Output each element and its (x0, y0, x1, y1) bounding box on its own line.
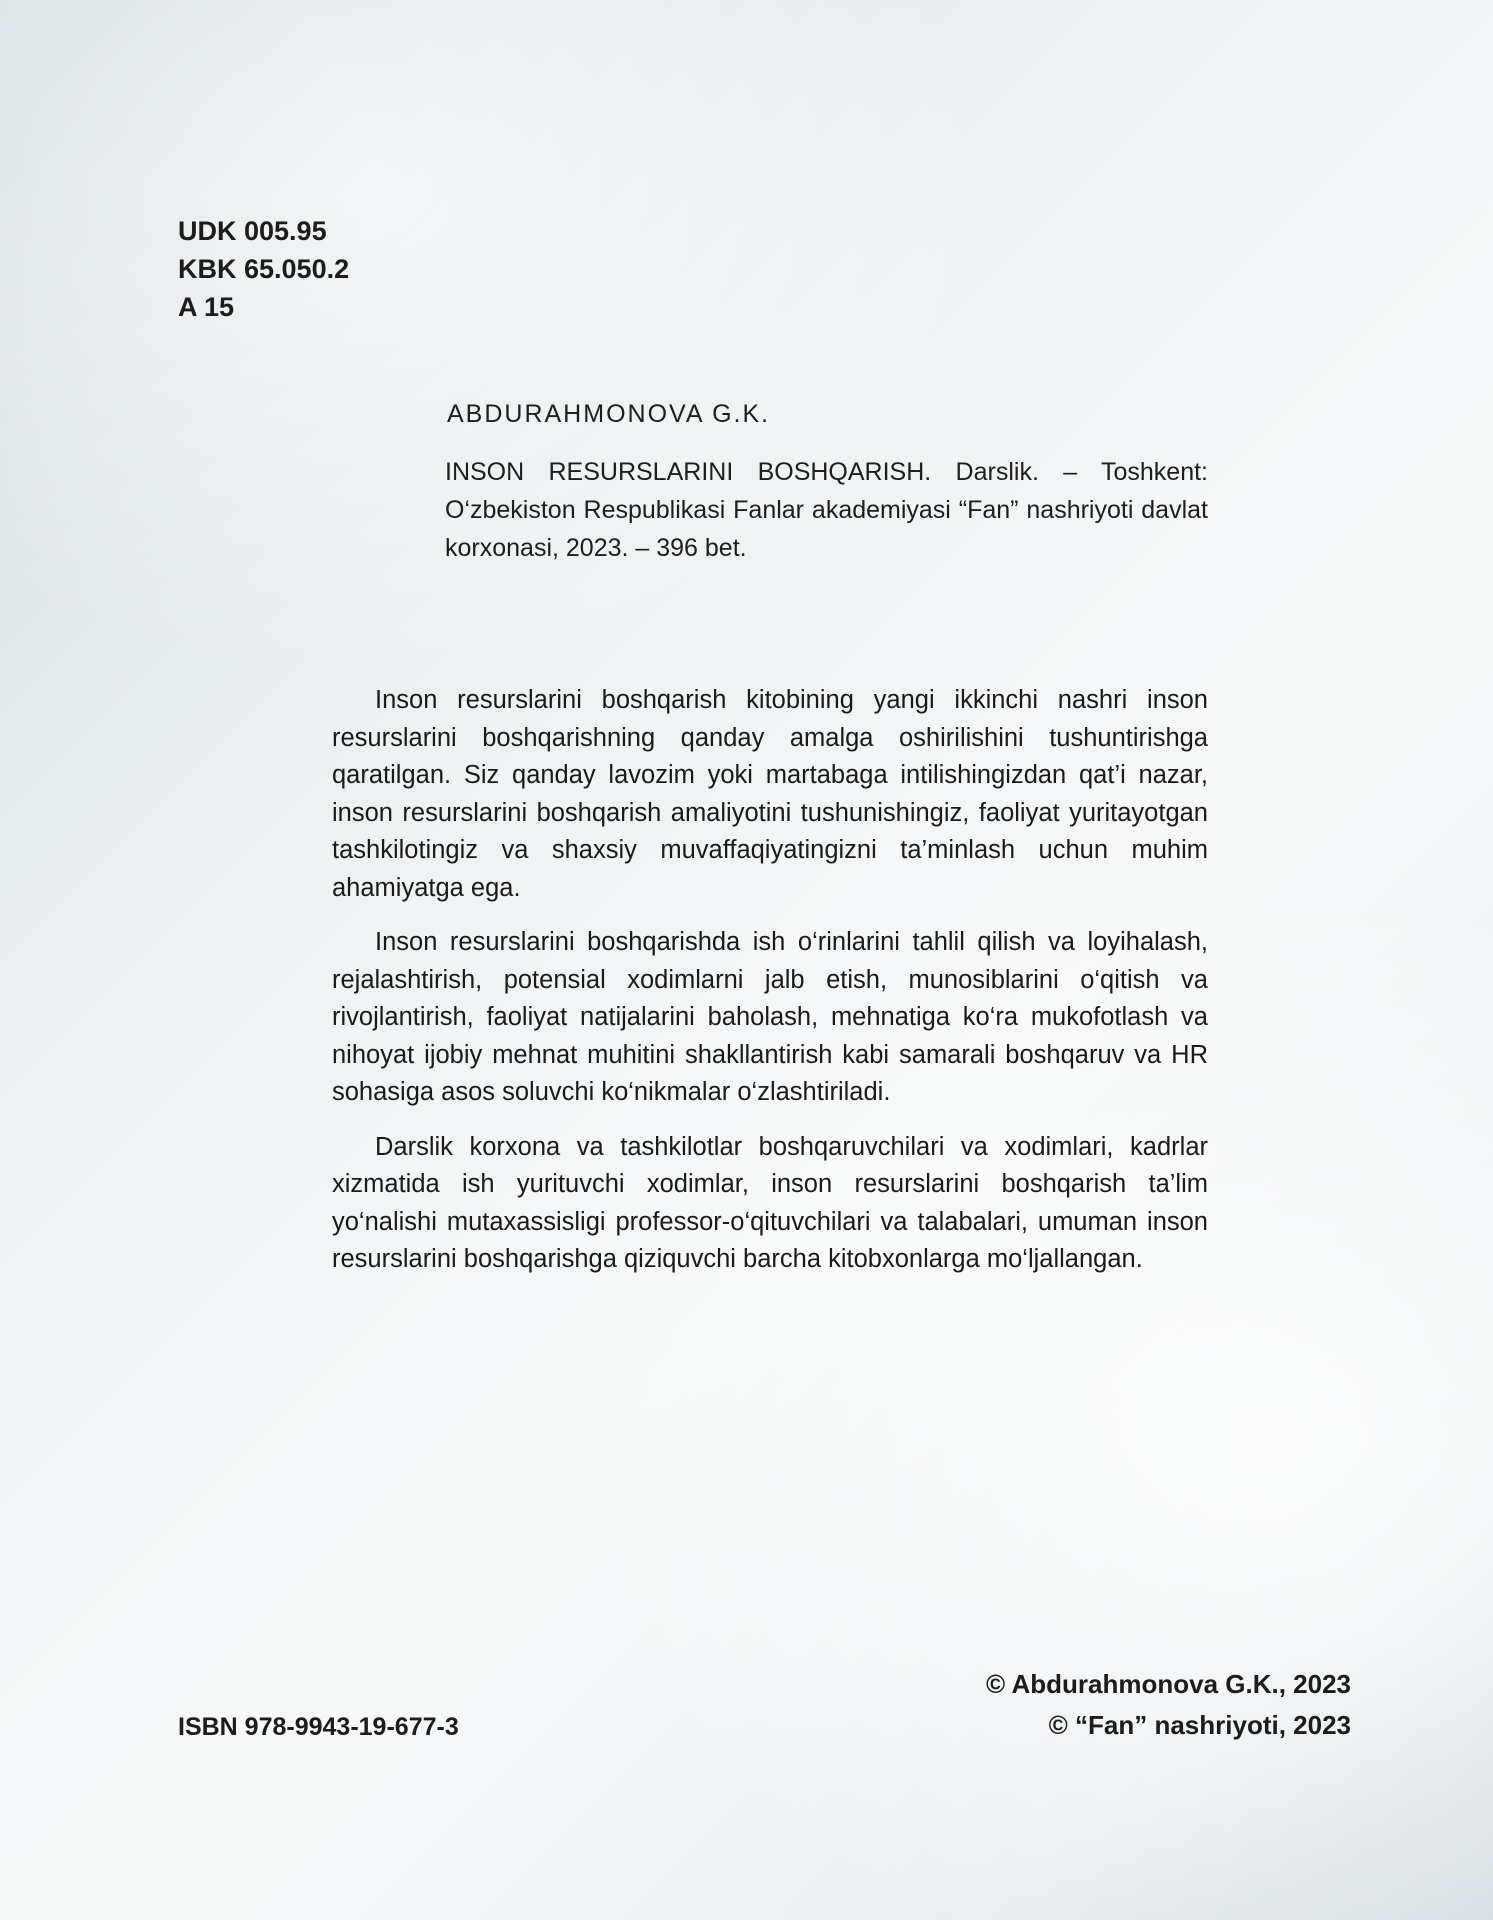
kbk-code: KBK 65.050.2 (178, 254, 350, 284)
classification-block (178, 212, 349, 326)
isbn: ISBN 978-9943-19-677-3 (178, 1713, 459, 1741)
abstract (332, 682, 1208, 1296)
abstract-paragraph: Darslik korxona va tashkilotlar boshqaruvchilari va xodimlari, kadrlar xizmatida ish yurituvchi xodimlar, inson resurslarini boshqarish ta’lim yo‘nalishi mutaxassisligi professor-o‘qituvchilari va talabalari, umuman inson resurslarini boshqarishga qiziquvchi barcha kitobxonlarga mo‘ljallangan. (332, 1132, 1208, 1273)
copyright-block (986, 1664, 1351, 1746)
copyright-publisher: © “Fan” nashriyoti, 2023 (1048, 1710, 1351, 1740)
abstract-paragraph: Inson resurslarini boshqarishda ish o‘rinlarini tahlil qilish va loyihalash, rejalashtirish, potensial xodimlarni jalb etish, munosiblarini o‘qitish va rivojlantirish, faoliyat natijalarini baholash, mehnatiga ko‘ra mukofotlash va nihoyat ijobiy mehnat muhitini shakllantirish kabi samarali boshqaruv va HR sohasiga asos soluvchi ko‘nikmalar o‘zlashtiriladi. (332, 928, 1208, 1106)
bibliographic-entry: INSON RESURSLARINI BOSHQARISH. Darslik. – Toshkent: O‘zbekiston Respublikasi Fanlar akademiyasi “Fan” nashriyoti davlat korxonasi, 2023. – 396 bet. (445, 458, 1208, 562)
author-mark: A 15 (178, 292, 235, 322)
author-name: ABDURAHMONOVA G.K. (447, 400, 771, 428)
udk-code: UDK 005.95 (178, 216, 327, 246)
abstract-paragraph: Inson resurslarini boshqarish kitobining yangi ikkinchi nashri inson resurslarini boshqarishning qanday amalga oshirilishini tushuntirishga qaratilgan. Siz qanday lavozim yoki martabaga intilishingizdan qat’i nazar, inson resurslarini boshqarish amaliyotini tushunishingiz, faoliyat yuritayotgan tashkilotingiz va shaxsiy muvaffaqiyatingizni ta’minlash uchun muhim ahamiyatga ega. (332, 686, 1208, 902)
copyright-author: © Abdurahmonova G.K., 2023 (986, 1669, 1351, 1699)
